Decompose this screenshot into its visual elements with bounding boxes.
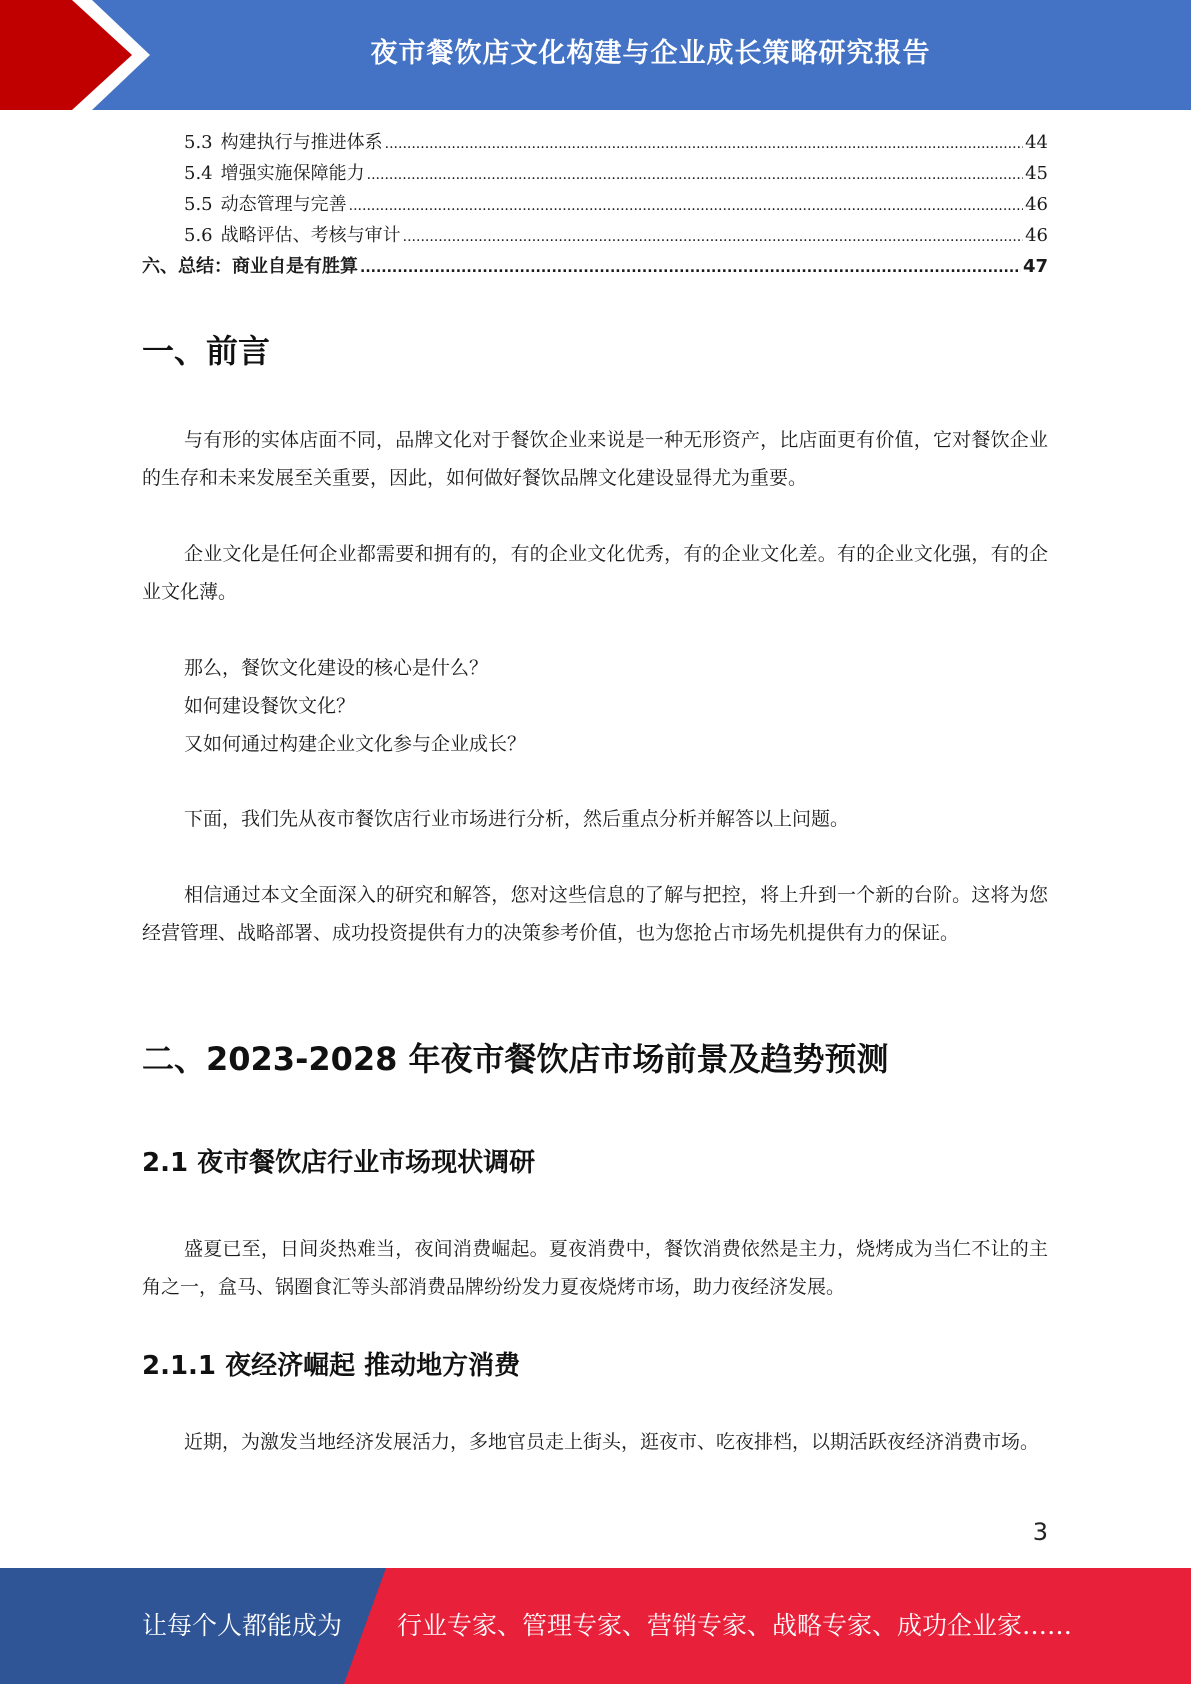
paragraph: 盛夏已至，日间炎热难当，夜间消费崛起。夏夜消费中，餐饮消费依然是主力，烧烤成为当仁不让的主角之一，盒马、锅圈食汇等头部消费品牌纷纷发力夏夜烧烤市场，助力夜经济发展。 xyxy=(142,1238,1048,1298)
table-of-contents xyxy=(142,127,1048,282)
page-header xyxy=(0,0,1191,110)
question-line: 又如何通过构建企业文化参与企业成长？ xyxy=(184,733,527,755)
toc-entry-label: 构建执行与推进体系 xyxy=(220,132,383,153)
question-line: 如何建设餐饮文化？ xyxy=(184,695,356,717)
header-arrow-decoration xyxy=(0,0,160,110)
page-number: 3 xyxy=(1032,1518,1048,1546)
paragraph: 近期，为激发当地经济发展活力，多地官员走上街头，逛夜市、吃夜排档，以期活跃夜经济消费市场。 xyxy=(184,1431,1040,1453)
paragraph: 企业文化是任何企业都需要和拥有的，有的企业文化优秀，有的企业文化差。有的企业文化强，有的企业文化薄。 xyxy=(142,543,1048,603)
toc-entry-page: 45 xyxy=(1025,163,1048,184)
subsection-heading: 2.1 夜市餐饮店行业市场现状调研 xyxy=(142,1148,536,1178)
toc-entry-page: 44 xyxy=(1025,132,1048,153)
toc-entry-number: 5.4 xyxy=(184,163,213,184)
toc-entry-chapter[interactable] xyxy=(142,251,1048,282)
toc-leader-dots xyxy=(349,191,1023,222)
toc-entry-number: 5.3 xyxy=(184,132,213,153)
toc-entry[interactable] xyxy=(142,127,1048,158)
toc-entry-page: 46 xyxy=(1025,225,1048,246)
toc-entry-label: 动态管理与完善 xyxy=(220,194,347,215)
paragraph: 相信通过本文全面深入的研究和解答，您对这些信息的了解与把控，将上升到一个新的台阶。这将为您经营管理、战略部署、成功投资提供有力的决策参考价值，也为您抢占市场先机提供有力的保证。 xyxy=(142,884,1048,944)
report-title: 夜市餐饮店文化构建与企业成长策略研究报告 xyxy=(370,37,931,69)
section-heading-market-forecast: 二、2023-2028 年夜市餐饮店市场前景及趋势预测 xyxy=(142,1040,889,1078)
toc-leader-dots xyxy=(360,253,1021,284)
toc-entry[interactable] xyxy=(142,189,1048,220)
toc-entry-number: 5.5 xyxy=(184,194,213,215)
page-footer xyxy=(0,1568,1191,1684)
toc-entry[interactable] xyxy=(142,220,1048,251)
toc-entry-label: 战略评估、考核与审计 xyxy=(220,225,401,246)
section-heading-preface: 一、前言 xyxy=(142,332,271,370)
paragraph: 与有形的实体店面不同，品牌文化对于餐饮企业来说是一种无形资产，比店面更有价值，它对餐饮企业的生存和未来发展至关重要，因此，如何做好餐饮品牌文化建设显得尤为重要。 xyxy=(142,429,1048,489)
question-line: 那么，餐饮文化建设的核心是什么？ xyxy=(184,657,489,679)
toc-entry-label: 增强实施保障能力 xyxy=(220,163,365,184)
paragraph: 下面，我们先从夜市餐饮店行业市场进行分析，然后重点分析并解答以上问题。 xyxy=(184,808,850,830)
toc-entry-page: 47 xyxy=(1022,256,1048,277)
toc-entry-label: 六、总结：商业自是有胜算 xyxy=(142,256,358,277)
toc-entry[interactable] xyxy=(142,158,1048,189)
toc-leader-dots xyxy=(403,222,1023,253)
footer-slogan-right: 行业专家、管理专家、营销专家、战略专家、成功企业家…… xyxy=(397,1611,1073,1640)
toc-leader-dots xyxy=(385,129,1023,160)
subsection-heading: 2.1.1 夜经济崛起 推动地方消费 xyxy=(142,1351,521,1381)
footer-slogan-left: 让每个人都能成为 xyxy=(142,1611,343,1640)
toc-entry-page: 46 xyxy=(1025,194,1048,215)
toc-entry-number: 5.6 xyxy=(184,225,213,246)
toc-leader-dots xyxy=(367,160,1023,191)
